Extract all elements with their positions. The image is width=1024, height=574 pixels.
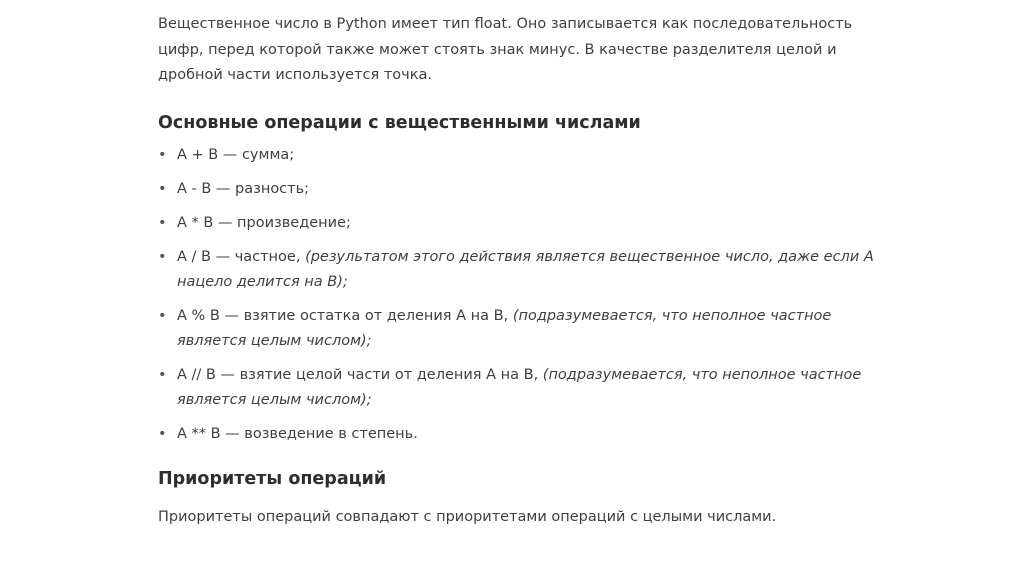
bullet-icon: •: [158, 214, 167, 231]
bullet-icon: •: [158, 180, 167, 197]
priorities-heading: Приоритеты операций: [158, 468, 387, 489]
operations-heading: Основные операции с вещественными числами: [158, 112, 641, 133]
list-item: • A * B — произведение;: [158, 211, 878, 236]
list-item: • A + B — сумма;: [158, 143, 878, 168]
bullet-icon: •: [158, 307, 167, 324]
list-item: • A / B — частное, (результатом этого действия является вещественное число, даже если A нацело делится на B);: [158, 245, 878, 295]
list-item: • A ** B — возведение в степень.: [158, 422, 878, 447]
priorities-paragraph: Приоритеты операций совпадают с приоритетами операций с целыми числами.: [158, 508, 777, 525]
operations-list: [158, 143, 878, 447]
bullet-icon: •: [158, 146, 167, 163]
list-item: • A - B — разность;: [158, 177, 878, 202]
intro-paragraph: Вещественное число в Python имеет тип float. Оно записывается как последовательность цифр, перед которой также может стоять знак минус. В качестве разделителя целой и дробной части используется точка.: [158, 16, 853, 83]
list-item: • A // B — взятие целой части от деления A на B, (подразумевается, что неполное частное является целым числом);: [158, 363, 878, 413]
bullet-icon: •: [158, 425, 167, 442]
bullet-icon: •: [158, 248, 167, 265]
article-content: [158, 12, 878, 530]
list-item: • A % B — взятие остатка от деления A на B, (подразумевается, что неполное частное является целым числом);: [158, 304, 878, 354]
bullet-icon: •: [158, 366, 167, 383]
